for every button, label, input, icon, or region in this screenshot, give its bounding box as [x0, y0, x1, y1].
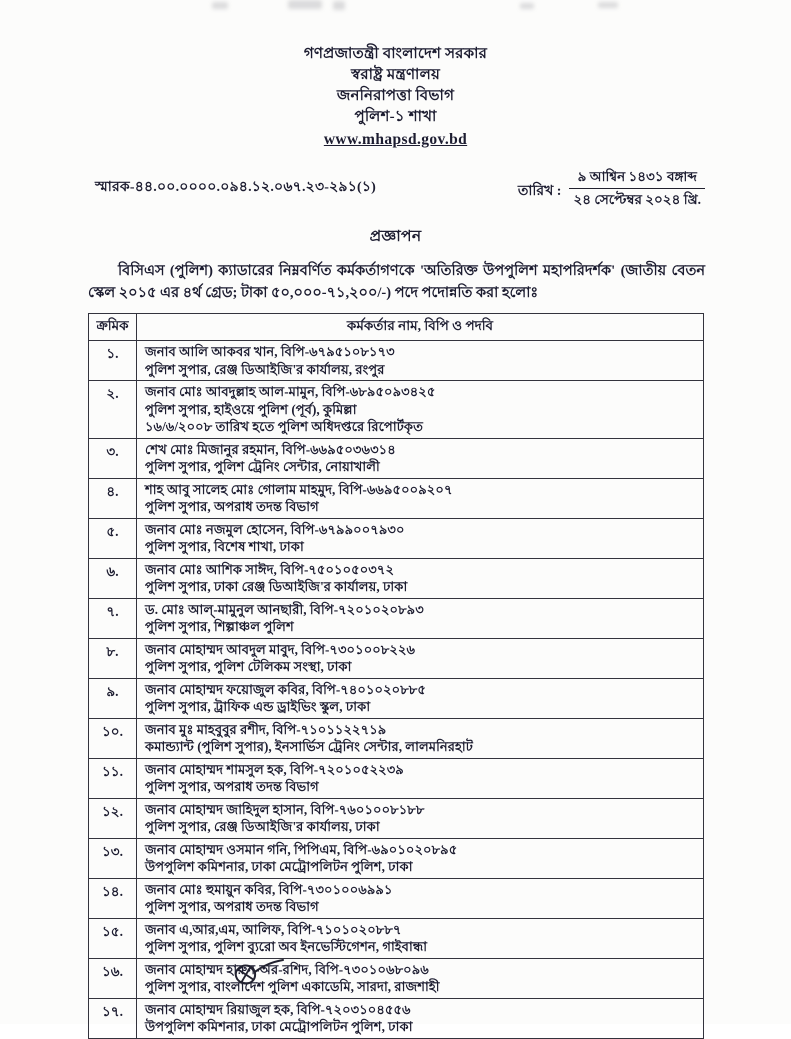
officer-post-line: পুলিশ সুপার, পুলিশ ব্যুরো অব ইনভেস্টিগেশন, গাইবান্ধা — [145, 939, 428, 954]
table-row — [89, 838, 704, 878]
table-row — [89, 638, 704, 678]
serial-cell: ৯. — [89, 678, 137, 718]
website-text: www.mhapsd.gov.bd — [323, 131, 468, 148]
officer-name-line: ড. মোঃ আল্-মামুনুল আনছারী, বিপি-৭২০১০২০৮৯৩ — [145, 601, 424, 617]
intro-paragraph: বিসিএস (পুলিশ) ক্যাডারের নিম্নবর্ণিত কর্মকর্তাগণকে 'অতিরিক্ত উপপুলিশ মহাপরিদর্শক' (জাতীয় বেতন স্কেল ২০১৫ এর ৪র্থ গ্রেড; টাকা ৫০,০০০-৭১,২০০/-) পদে পদোন্নতি করা হলোঃ — [88, 263, 705, 301]
officer-details-cell — [137, 718, 704, 758]
table-row — [89, 558, 704, 598]
date-values — [569, 167, 705, 210]
officer-name-line: জনাব মোহাম্মদ জাহিদুল হাসান, বিপি-৭৬০১০০৮১৮৮ — [145, 801, 425, 817]
table-row — [89, 341, 704, 381]
officer-name-line: জনাব আলি আকবর খান, বিপি-৬৭৯৫১০৮১৭৩ — [145, 344, 395, 359]
officer-details-cell — [137, 798, 704, 838]
serial-cell: ৭. — [89, 598, 137, 638]
serial-cell: ১৩. — [89, 838, 137, 878]
division-name: জননিরাপত্তা বিভাগ — [336, 88, 455, 104]
officer-post-line: পুলিশ সুপার, শিল্পাঞ্চল পুলিশ — [145, 619, 294, 634]
officer-details-cell — [137, 381, 704, 439]
scan-artifact — [333, 1, 345, 10]
officer-post-line: পুলিশ সুপার, অপরাধ তদন্ত বিভাগ — [145, 499, 319, 514]
serial-cell: ১৭. — [89, 998, 137, 1038]
table-row — [89, 958, 704, 998]
officer-name-line: জনাব এ,আর,এম, আলিফ, বিপি-৭১০১০২০৮৮৭ — [145, 921, 402, 937]
serial-cell: ১১. — [89, 758, 137, 798]
officer-details-cell — [137, 878, 704, 918]
serial-column-header: ক্রমিক — [89, 314, 137, 341]
officer-details-cell — [137, 998, 704, 1038]
serial-cell: ২. — [89, 381, 137, 439]
officer-details-cell — [137, 638, 704, 678]
officer-name-line: জনাব মোহাম্মদ রিয়াজুল হক, বিপি-৭২০৩১০৪৫৫৬ — [145, 1001, 411, 1017]
letterhead — [0, 0, 791, 150]
scan-artifact — [288, 0, 322, 9]
officer-post-line: উপপুলিশ কমিশনার, ঢাকা মেট্রোপলিটন পুলিশ, ঢাকা — [145, 859, 413, 874]
memo-number: স্মারক-৪৪.০০.০০০০.০৯৪.১২.০৬৭.২৩-২৯১(১) — [95, 180, 377, 195]
officer-name-line: শাহ আবু সালেহ মোঃ গোলাম মাহমুদ, বিপি-৬৬৯৫০০৯২০৭ — [145, 481, 453, 497]
table-row — [89, 438, 704, 478]
officer-post-line: পুলিশ সুপার, অপরাধ তদন্ত বিভাগ — [145, 779, 319, 794]
branch-name: পুলিশ-১ শাখা — [354, 109, 437, 125]
serial-cell: ১৬. — [89, 958, 137, 998]
officer-details-cell — [137, 678, 704, 718]
officer-name-line: জনাব মোঃ নজমুল হোসেন, বিপি-৬৭৯৯০০৭৯৩০ — [145, 521, 405, 537]
table-header-row — [89, 314, 704, 341]
table-row — [89, 998, 704, 1038]
table-row — [89, 798, 704, 838]
officer-post-line: পুলিশ সুপার, ঢাকা রেঞ্জ ডিআইজি'র কার্যালয়, ঢাকা — [145, 579, 408, 594]
officer-details-cell — [137, 838, 704, 878]
officer-post-line: পুলিশ সুপার, বাংলাদেশ পুলিশ একাডেমি, সারদা, রাজশাহী — [145, 979, 440, 994]
officer-name-line: জনাব মোহাম্মদ ওসমান গনি, পিপিএম, বিপি-৬৯০১০২০৮৯৫ — [145, 841, 458, 857]
officer-details-cell — [137, 478, 704, 518]
officer-details-cell — [137, 958, 704, 998]
officer-post-line: পুলিশ সুপার, পুলিশ টেলিকম সংস্থা, ঢাকা — [145, 659, 352, 674]
date-bangla: ৯ আশ্বিন ১৪৩১ বঙ্গাব্দ — [569, 167, 705, 189]
officer-details-cell — [137, 758, 704, 798]
date-gregorian: ২৪ সেপ্টেম্বর ২০২৪ খ্রি. — [573, 192, 701, 207]
date-label: তারিখ : — [517, 183, 562, 199]
scan-artifact — [212, 2, 228, 9]
officer-post-line: পুলিশ সুপার, বিশেষ শাখা, ঢাকা — [145, 539, 304, 554]
signature-mark — [228, 956, 290, 995]
officer-post-line: পুলিশ সুপার, রেঞ্জ ডিআইজি'র কার্যালয়, ঢাকা — [145, 819, 380, 834]
officer-details-cell — [137, 518, 704, 558]
officer-post-line: পুলিশ সুপার, অপরাধ তদন্ত বিভাগ — [145, 899, 319, 914]
table-row — [89, 918, 704, 958]
serial-cell: ১. — [89, 341, 137, 381]
serial-cell: ৩. — [89, 438, 137, 478]
officer-note-line: ১৬/৬/২০০৮ তারিখ হতে পুলিশ অধিদপ্তরে রিপোর্টকৃত — [145, 419, 423, 434]
table-row — [89, 518, 704, 558]
serial-cell: ১০. — [89, 718, 137, 758]
officer-details-cell — [137, 558, 704, 598]
officer-name-line: জনাব মোহাম্মদ ফয়োজুল কবির, বিপি-৭৪০১০২০৮৮৫ — [145, 681, 426, 697]
officer-post-line: কমান্ড্যান্ট (পুলিশ সুপার), ইনসার্ভিস ট্রেনিং সেন্টার, লালমনিরহাট — [145, 739, 473, 754]
officer-post-line: পুলিশ সুপার, ট্রাফিক এন্ড ড্রাইভিং স্কুল, ঢাকা — [145, 699, 371, 714]
table-row — [89, 758, 704, 798]
officer-details-cell — [137, 598, 704, 638]
officer-details-cell — [137, 341, 704, 381]
serial-cell: ১৫. — [89, 918, 137, 958]
officers-table-body — [89, 341, 704, 1039]
officer-details-cell — [137, 438, 704, 478]
serial-cell: ৫. — [89, 518, 137, 558]
officer-post-line: পুলিশ সুপার, পুলিশ ট্রেনিং সেন্টার, নোয়াখালী — [145, 459, 380, 474]
officer-name-line: শেখ মোঃ মিজানুর রহমান, বিপি-৬৬৯৫০৩৬৩১৪ — [145, 441, 396, 457]
officer-post-line: পুলিশ সুপার, হাইওয়ে পুলিশ (পূর্ব), কুমিল্লা — [145, 401, 357, 417]
officer-details-cell — [137, 918, 704, 958]
officer-name-line: জনাব মোহাম্মদ হারুন-অর-রশিদ, বিপি-৭৩০১০৬৮০৯৬ — [145, 961, 429, 977]
scan-artifact — [598, 2, 618, 8]
table-row — [89, 598, 704, 638]
officer-post-line: উপপুলিশ কমিশনার, ঢাকা মেট্রোপলিটন পুলিশ, ঢাকা — [145, 1019, 413, 1034]
serial-cell: ১২. — [89, 798, 137, 838]
memo-date-row — [95, 167, 705, 210]
details-column-header: কর্মকর্তার নাম, বিপি ও পদবি — [137, 314, 704, 341]
officer-name-line: জনাব মোঃ হুমায়ুন কবির, বিপি-৭৩০১০০৬৯৯১ — [145, 881, 393, 897]
serial-cell: ৪. — [89, 478, 137, 518]
government-name: গণপ্রজাতন্ত্রী বাংলাদেশ সরকার — [303, 46, 488, 62]
table-row — [89, 678, 704, 718]
officer-name-line: জনাব মোঃ আশিক সাঈদ, বিপি-৭৫০১০৫০৩৭২ — [145, 561, 395, 577]
table-row — [89, 878, 704, 918]
ministry-name: স্বরাষ্ট্র মন্ত্রণালয় — [350, 67, 440, 83]
officer-post-line: পুলিশ সুপার, রেঞ্জ ডিআইজি'র কার্যালয়, রংপুর — [145, 361, 385, 377]
serial-cell: ৮. — [89, 638, 137, 678]
notification-title: প্রজ্ঞাপন — [369, 228, 422, 245]
table-row — [89, 381, 704, 439]
officer-name-line: জনাব মোহাম্মদ আবদুল মাবুদ, বিপি-৭৩০১০০৮২২৬ — [145, 641, 416, 657]
table-row — [89, 718, 704, 758]
serial-cell: ৬. — [89, 558, 137, 598]
officer-name-line: জনাব মোঃ আবদুল্লাহ আল-মামুন, বিপি-৬৮৯৫০৯৩৪২৫ — [145, 384, 436, 399]
scan-artifact — [520, 3, 534, 9]
date-block — [518, 167, 705, 210]
serial-cell: ১৪. — [89, 878, 137, 918]
table-row — [89, 478, 704, 518]
officers-table — [88, 313, 704, 1039]
officer-name-line: জনাব মোহাম্মদ শামসুল হক, বিপি-৭২০১০৫২২৩৯ — [145, 761, 404, 777]
officer-name-line: জনাব মুঃ মাহবুবুর রশীদ, বিপি-৭১০১১২২৭১৯ — [145, 721, 387, 737]
